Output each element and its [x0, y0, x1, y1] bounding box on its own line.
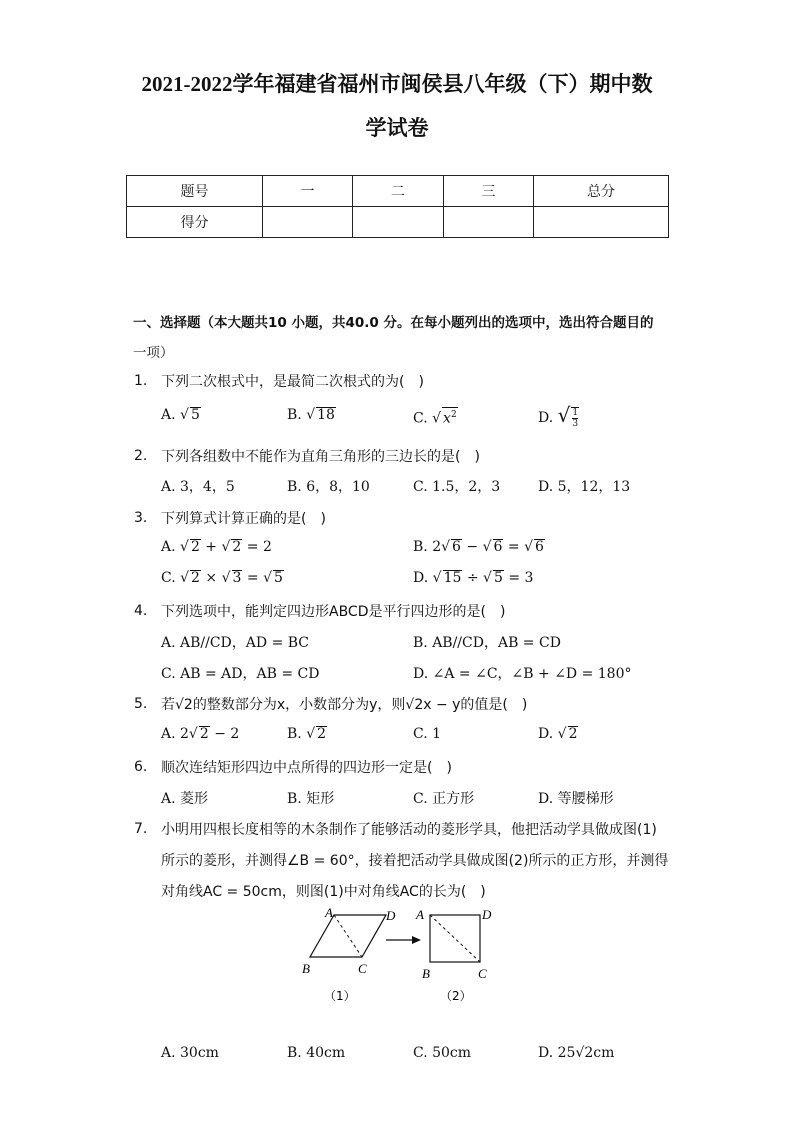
- score-cell: [263, 207, 353, 238]
- option-label: D.: [413, 570, 429, 586]
- score-table-row: [127, 207, 669, 238]
- q4-option-b: B. AB//CD，AB = CD: [413, 635, 561, 651]
- q1-option-d: D. √ 1 3: [538, 403, 579, 429]
- q2-option-d: D. 5，12，13: [538, 479, 631, 495]
- q1-option-c: C. √ $x^2$: [413, 407, 458, 427]
- page-title-line2: 学试卷: [365, 116, 429, 140]
- question-number: 5.: [134, 696, 148, 712]
- rhombus-square-figure: [290, 900, 510, 1010]
- rhombus-label-c: C: [358, 961, 367, 976]
- q5-option-b: B. √ 2: [287, 726, 327, 742]
- question-number: 3.: [134, 510, 148, 526]
- square-label-a: A: [416, 907, 424, 922]
- score-header-cell: 总分: [534, 176, 669, 207]
- arrow-head: [412, 936, 421, 944]
- q1-option-b: B. √ 18: [287, 407, 335, 423]
- question-7-line2: 所示的菱形，并测得∠B = 60°，接着把活动学具做成图(2)所示的正方形，并测得: [161, 853, 669, 869]
- question-number: 7.: [134, 821, 148, 837]
- figure-caption-1: （1）: [324, 989, 356, 1003]
- question-number: 6.: [134, 759, 148, 775]
- rhombus-diagonal: [334, 915, 362, 957]
- question-1-text: 下列二次根式中，是最简二次根式的为( ): [161, 374, 424, 390]
- score-header-cell: 题号: [127, 176, 263, 207]
- score-table: [126, 175, 669, 238]
- question-number: 4.: [134, 603, 148, 619]
- q7-option-a: A. 30cm: [161, 1045, 219, 1061]
- q2-option-c: C. 1.5，2，3: [413, 479, 501, 495]
- q3-option-a: A. √ 2 + √ 2 = 2: [161, 539, 272, 555]
- q1-option-a: A. √ 5: [161, 407, 200, 423]
- q4-option-a: A. AB//CD，AD = BC: [161, 635, 310, 651]
- question-5-text: 若√2的整数部分为x，小数部分为y，则√2x − y的值是( ): [161, 697, 528, 713]
- option-label: A.: [161, 726, 176, 742]
- q7-option-b: B. 40cm: [287, 1045, 346, 1061]
- question-number: 2.: [134, 448, 148, 464]
- q2-option-b: B. 6，8，10: [287, 479, 370, 495]
- q6-option-c: C. 正方形: [413, 791, 475, 807]
- option-label: C.: [413, 410, 428, 427]
- score-cell: [444, 207, 534, 238]
- option-label: D.: [538, 410, 554, 426]
- question-4-text: 下列选项中，能判定四边形ABCD是平行四边形的是( ): [161, 604, 506, 620]
- q5-option-a: A. 2√ 2 − 2: [161, 726, 240, 742]
- score-table-header-row: [127, 176, 669, 207]
- option-label: A.: [161, 539, 176, 555]
- q6-option-d: D. 等腰梯形: [538, 791, 614, 807]
- q4-option-c: C. AB = AD，AB = CD: [161, 666, 320, 682]
- q6-option-b: B. 矩形: [287, 791, 335, 807]
- question-7-line3: 对角线AC = 50cm，则图(1)中对角线AC的长为( ): [161, 884, 486, 900]
- q5-option-d: D. √ 2: [538, 726, 578, 742]
- square-label-c: C: [478, 966, 487, 981]
- q2-option-a: A. 3，4，5: [161, 479, 235, 495]
- score-cell: [534, 207, 669, 238]
- q6-option-a: A. 菱形: [161, 791, 209, 807]
- q7-option-d: D. 25√2cm: [538, 1045, 615, 1061]
- score-header-cell: 三: [444, 176, 534, 207]
- question-7-line1: 小明用四根长度相等的木条制作了能够活动的菱形学具，他把活动学具做成图(1): [161, 822, 657, 838]
- option-label: D.: [538, 726, 554, 742]
- rhombus-label-d: D: [386, 908, 396, 923]
- option-label: B.: [287, 407, 302, 423]
- q7-option-c: C. 50cm: [413, 1045, 472, 1061]
- option-label: B.: [287, 726, 302, 742]
- score-header-cell: 二: [353, 176, 444, 207]
- question-6-text: 顺次连结矩形四边中点所得的四边形一定是( ): [161, 760, 452, 776]
- section-heading-line1: 一、选择题（本大题共10 小题，共40.0 分。在每小题列出的选项中，选出符合题目的: [133, 315, 654, 331]
- question-number: 1.: [134, 373, 148, 389]
- option-label: A.: [161, 407, 176, 423]
- rhombus-label-a: A: [325, 905, 333, 920]
- figure-caption-2: （2）: [440, 989, 472, 1003]
- option-label: C.: [161, 570, 176, 586]
- q5-option-c: C. 1: [413, 726, 442, 742]
- square-diagonal: [430, 915, 480, 962]
- score-cell: [353, 207, 444, 238]
- question-3-text: 下列算式计算正确的是( ): [161, 511, 326, 527]
- q3-option-d: D. √ 15 ÷ √ 5 = 3: [413, 570, 534, 586]
- square-label-d: D: [482, 907, 492, 922]
- score-row-label: 得分: [127, 207, 263, 238]
- page-title-line1: 2021-2022学年福建省福州市闽侯县八年级（下）期中数: [141, 72, 653, 96]
- q3-option-b: B. 2√ 6 − √ 6 = √ 6: [413, 539, 544, 555]
- score-header-cell: 一: [263, 176, 353, 207]
- square-label-b: B: [422, 966, 430, 981]
- option-label: B.: [413, 539, 428, 555]
- rhombus-label-b: B: [302, 961, 310, 976]
- q3-option-c: C. √ 2 × √ 3 = √ 5: [161, 570, 283, 586]
- square-shape: [430, 915, 480, 962]
- q4-option-d: D. ∠A = ∠C，∠B + ∠D = 180°: [413, 666, 632, 682]
- question-2-text: 下列各组数中不能作为直角三角形的三边长的是( ): [161, 449, 480, 465]
- section-heading-line2: 一项）: [133, 345, 174, 361]
